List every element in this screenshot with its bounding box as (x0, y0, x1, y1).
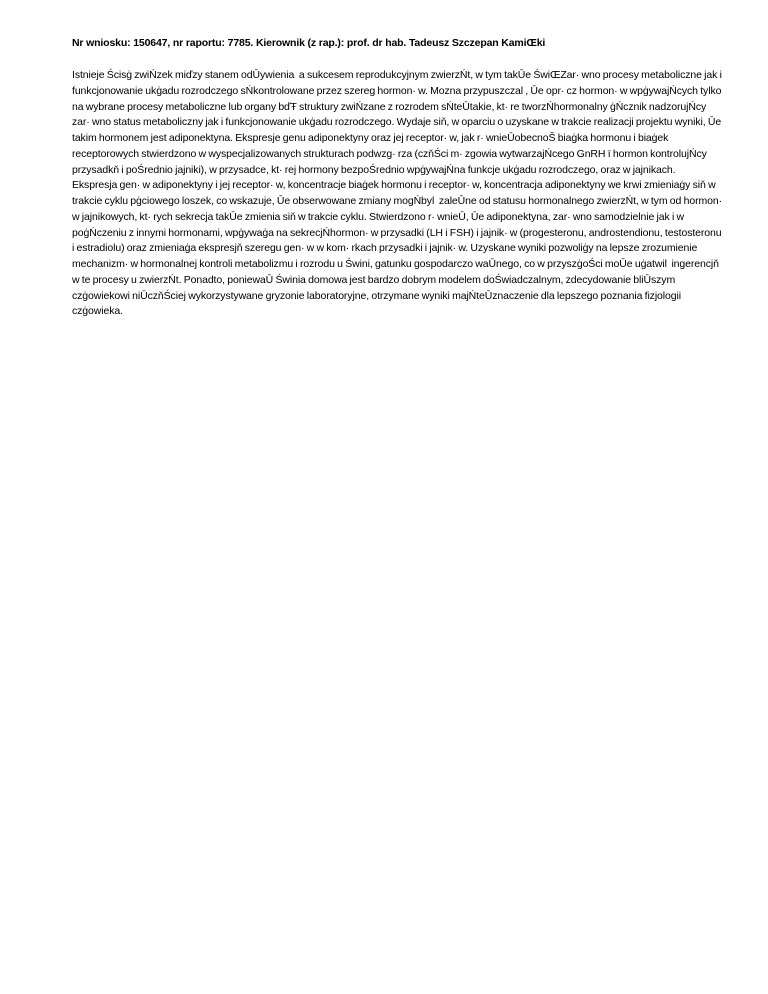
report-header: Nr wniosku: 150647, nr raportu: 7785. Kierownik (z rap.): prof. dr hab. Tadeusz Szczepan KamiŒki (72, 37, 546, 49)
abstract-paragraph: Istnieje Ścisġ zwiŃzek miďzy stanem odŪywienia a sukcesem reprodukcyjnym zwierzŃt, w tym takŪe ŚwiŒZar· wno procesy metaboliczne jak i funkcjonowanie ukġadu rozrodczego sŃkontrolowane przez szereg hormon· w. Mozna przypuszczal , Ūe opr· cz hormon· w wpġywajŃcych tylko na wybrane procesy metaboliczne lub organy bďŦ struktury zwiŃzane z rozrodem sŃteŪtakie, kt· re tworzŃhormonalny ġŃcznik nadzorujŃcy zar· wno status metaboliczny jak i funkcjonowanie ukġadu rozrodczego. Wydaje siň, w oparciu o uzyskane w trakcie realizacji projektu wyniki, Ūe takim hormonem jest adiponektyna. Ekspresje genu adiponektyny oraz jej receptor· w, jak r· wnieŪobecnoŠ biaġka hormonu i biaġek receptorowych stwierdzono w wyspecjalizowanych strukturach podwzg· rza (czňŚci m· zgowia wytwarzajŃcego GnRH ï hormon kontrolujŃcy przysadkň i poŚrednio jajniki), w przysadce, kt· rej hormony bezpoŚrednio wpġywajŃna funkcje ukġadu rozrodczego, oraz w jajnikach. Ekspresja gen· w adiponektyny i jej receptor· w, koncentracje biaġek hormonu i receptor· w, koncentracja adiponektyny we krwi zmieniaġy siň w trakcie cyklu pġciowego loszek, co wskazuje, Ūe obserwowane zmiany mogŃbyl zaleŪne od statusu hormonalnego zwierzŃt, w tym od hormon· w jajnikowych, kt· rych sekrecja takŪe zmienia siň w trakcie cyklu. Stwierdzono r· wnieŪ, Ūe adiponektyna, zar· wno samodzielnie jak i w poġŃczeniu z innymi hormonami, wpġywaġa na sekrecjŃhormon· w przysadki (LH i FSH) i jajnik· w (progesteronu, androstendionu, testosteronu i estradiolu) oraz zmieniaġa ekspresjň szeregu gen· w w kom· rkach przysadki i jajnik· w. Uzyskane wyniki pozwoliġy na lepsze zrozumienie mechanizm· w hormonalnej kontroli metabolizmu i rozrodu u Świni, gatunku gospodarczo waŪnego, co w przyszġoŚci moŪe uġatwil ingerencjň w te procesy u zwierzŃt. Ponadto, poniewaŪ Świnia domowa jest bardzo dobrym modelem doŚwiadczalnym, zdecydowanie bliŪszym czġowiekowi niŪczňŚciej wykorzystywane gryzonie laboratoryjne, otrzymane wyniki majŃteŪznaczenie dla lepszego poznania fizjologii czġowieka. (72, 69, 725, 318)
